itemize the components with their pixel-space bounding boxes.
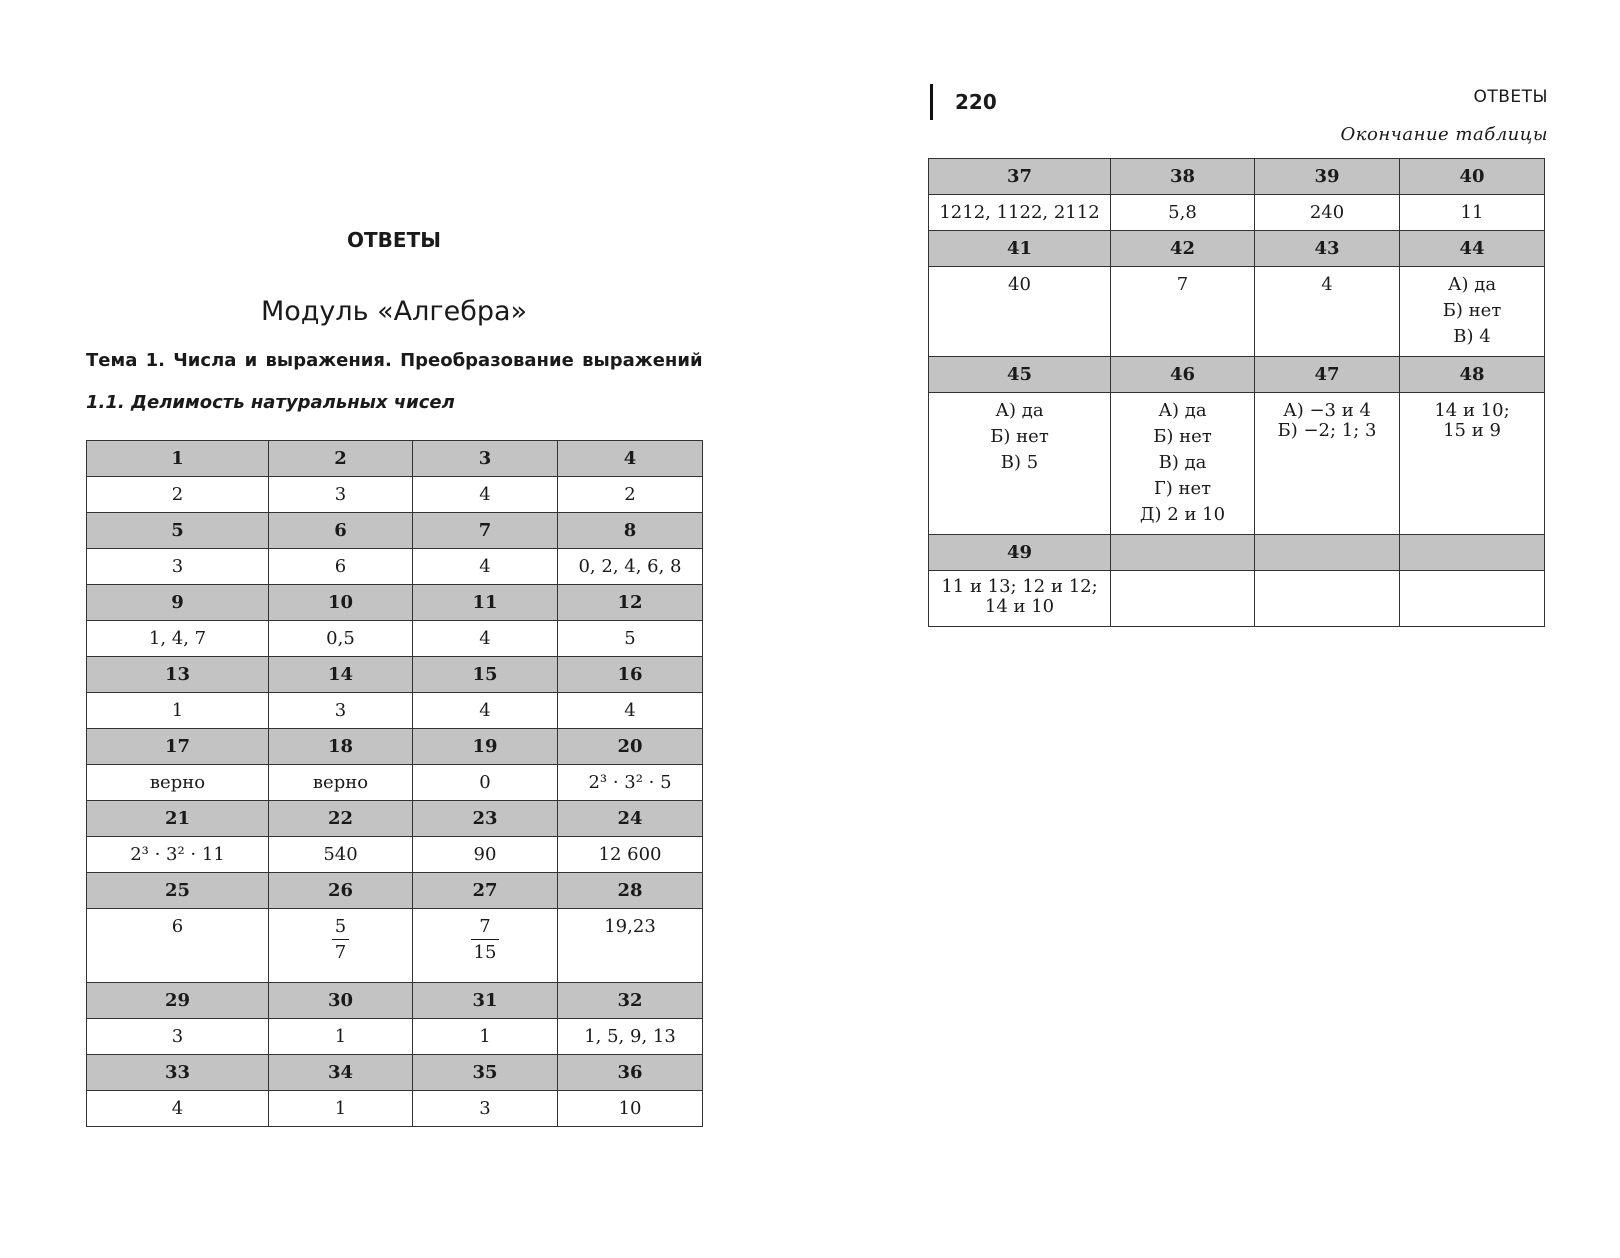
answer-line: 2³ · 3² · 11 [130, 844, 225, 865]
answer-line: А) да [1447, 274, 1497, 295]
answer-row [87, 837, 703, 873]
answer-line: 4 [624, 700, 636, 721]
answer-cell [413, 837, 558, 873]
question-number-row [87, 873, 703, 909]
question-number-cell: 7 [413, 513, 558, 549]
question-number-cell: 35 [413, 1055, 558, 1091]
question-number-cell: 29 [87, 983, 269, 1019]
answer-cell [1111, 267, 1255, 357]
answer-line: 1, 4, 7 [148, 628, 207, 649]
answer-line: 2 [171, 484, 184, 505]
answer-cell [87, 765, 269, 801]
answer-line: В) да [1158, 452, 1207, 473]
subtopic-title: 1.1. Делимость натуральных чисел [86, 392, 455, 413]
question-number-cell: 48 [1400, 357, 1545, 393]
question-number-cell: 17 [87, 729, 269, 765]
answer-line: 15 и 9 [1443, 420, 1501, 441]
question-number-cell: 25 [87, 873, 269, 909]
answer-cell [558, 837, 703, 873]
answer-cell [1255, 267, 1400, 357]
question-number-cell: 30 [269, 983, 413, 1019]
answer-cell [1400, 393, 1545, 535]
question-number-cell: 46 [1111, 357, 1255, 393]
answer-cell [558, 909, 703, 983]
answer-cell [413, 1091, 558, 1127]
answer-line: В) 4 [1453, 326, 1491, 347]
answer-line: 90 [473, 844, 497, 865]
question-number-cell: 26 [269, 873, 413, 909]
fraction-denominator: 15 [473, 942, 497, 963]
answer-cell [87, 621, 269, 657]
question-number-cell [1255, 535, 1400, 571]
answer-cell [87, 837, 269, 873]
answer-cell [269, 693, 413, 729]
answer-cell [1111, 195, 1255, 231]
question-number-row [929, 357, 1545, 393]
question-number-row [87, 585, 703, 621]
answer-line: 7 [1176, 274, 1189, 295]
table-continuation-label: Окончание таблицы [1340, 124, 1548, 145]
question-number-cell: 39 [1255, 159, 1400, 195]
answer-cell [1111, 393, 1255, 535]
answer-row [87, 549, 703, 585]
answer-cell [413, 477, 558, 513]
question-number-cell: 20 [558, 729, 703, 765]
question-number-cell: 2 [269, 441, 413, 477]
answer-cell [269, 765, 413, 801]
answer-line: Г) нет [1153, 478, 1212, 499]
answer-cell [1255, 393, 1400, 535]
answer-row [87, 1019, 703, 1055]
answer-cell [558, 765, 703, 801]
answer-cell [558, 1091, 703, 1127]
fraction-numerator: 7 [471, 917, 500, 940]
answer-line: А) −3 и 4 [1283, 400, 1371, 421]
answer-cell [269, 909, 413, 983]
fraction [471, 917, 500, 963]
question-number-cell: 12 [558, 585, 703, 621]
topic-title: Тема 1. Числа и выражения. Преобразование выражений [86, 350, 703, 371]
question-number-cell: 36 [558, 1055, 703, 1091]
answer-line: 1, 5, 9, 13 [584, 1026, 676, 1047]
answer-cell [1400, 571, 1545, 627]
answer-cell [87, 477, 269, 513]
question-number-cell [1400, 535, 1545, 571]
answer-line: А) да [1158, 400, 1207, 421]
answer-row [87, 765, 703, 801]
question-number-cell: 14 [269, 657, 413, 693]
answer-line: 6 [334, 556, 347, 577]
answer-cell [1111, 571, 1255, 627]
answer-line: 4 [1321, 274, 1333, 295]
answer-line: 11 [1460, 202, 1484, 223]
answer-line: А) да [995, 400, 1044, 421]
answer-cell [87, 1091, 269, 1127]
answer-cell [558, 621, 703, 657]
question-number-row [87, 801, 703, 837]
answer-cell [87, 909, 269, 983]
answer-cell [1255, 195, 1400, 231]
answer-cell [87, 1019, 269, 1055]
question-number-row [87, 441, 703, 477]
question-number-row [929, 159, 1545, 195]
answer-line: 14 и 10 [984, 596, 1055, 617]
answer-line: 6 [171, 916, 184, 937]
answer-row [929, 571, 1545, 627]
answer-row [929, 267, 1545, 357]
answer-line: Д) 2 и 10 [1139, 504, 1226, 525]
question-number-cell: 4 [558, 441, 703, 477]
answer-row [87, 909, 703, 983]
answer-line: 3 [334, 484, 347, 505]
page-number: 220 [930, 84, 997, 120]
answer-line: Б) −2; 1; 3 [1277, 420, 1377, 441]
running-head: ОТВЕТЫ [1473, 87, 1548, 107]
answer-line: 4 [479, 700, 491, 721]
question-number-cell: 31 [413, 983, 558, 1019]
question-number-cell: 32 [558, 983, 703, 1019]
answer-line: 4 [479, 484, 491, 505]
answer-cell [1400, 195, 1545, 231]
question-number-cell: 18 [269, 729, 413, 765]
question-number-cell: 5 [87, 513, 269, 549]
section-title: ОТВЕТЫ [347, 228, 441, 252]
answer-cell [269, 477, 413, 513]
question-number-row [87, 729, 703, 765]
answer-line: 40 [1008, 274, 1031, 295]
answer-row [929, 195, 1545, 231]
question-number-cell: 33 [87, 1055, 269, 1091]
question-number-cell: 47 [1255, 357, 1400, 393]
question-number-cell: 27 [413, 873, 558, 909]
question-number-row [929, 231, 1545, 267]
module-title: Модуль «Алгебра» [260, 296, 528, 327]
answer-cell [87, 549, 269, 585]
answer-line: 4 [479, 628, 491, 649]
answer-line: 5 [624, 628, 636, 649]
question-number-cell: 24 [558, 801, 703, 837]
answer-line: 1 [334, 1026, 347, 1047]
answer-line: 1 [334, 1098, 347, 1119]
answer-cell [558, 1019, 703, 1055]
answer-cell [558, 549, 703, 585]
answer-line: 19,23 [604, 916, 656, 937]
answer-cell [413, 1019, 558, 1055]
answer-line: 1212, 1122, 2112 [939, 202, 1100, 223]
answer-cell [413, 549, 558, 585]
answers-table-right [928, 158, 1545, 627]
question-number-cell: 6 [269, 513, 413, 549]
answer-cell [1255, 571, 1400, 627]
question-number-cell: 37 [929, 159, 1111, 195]
answer-cell [269, 621, 413, 657]
question-number-cell: 40 [1400, 159, 1545, 195]
answer-cell [929, 267, 1111, 357]
answer-line: 3 [479, 1098, 491, 1119]
question-number-cell: 13 [87, 657, 269, 693]
question-number-cell: 21 [87, 801, 269, 837]
answer-line: 0, 2, 4, 6, 8 [578, 556, 682, 577]
question-number-cell: 19 [413, 729, 558, 765]
answer-row [87, 621, 703, 657]
answer-line: 5,8 [1168, 202, 1197, 223]
answer-line: 0,5 [326, 628, 355, 649]
question-number-row [87, 513, 703, 549]
answer-cell [413, 765, 558, 801]
answer-line: 11 и 13; 12 и 12; [941, 576, 1098, 597]
answer-line: 240 [1309, 202, 1345, 223]
question-number-cell: 11 [413, 585, 558, 621]
question-number-cell: 1 [87, 441, 269, 477]
answer-line: 3 [334, 700, 347, 721]
answer-line: 12 600 [598, 844, 662, 865]
answer-cell [413, 621, 558, 657]
question-number-cell: 8 [558, 513, 703, 549]
answer-cell [929, 393, 1111, 535]
answers-table-left [86, 440, 703, 1127]
answer-line: 4 [479, 556, 491, 577]
answer-line: верно [149, 772, 206, 793]
answer-line: 3 [171, 1026, 184, 1047]
answer-line: 1 [171, 700, 184, 721]
question-number-cell: 45 [929, 357, 1111, 393]
question-number-cell: 10 [269, 585, 413, 621]
answer-cell [558, 693, 703, 729]
answer-cell [269, 549, 413, 585]
fraction-denominator: 7 [334, 942, 347, 963]
question-number-cell: 3 [413, 441, 558, 477]
answer-line: верно [312, 772, 369, 793]
question-number-cell: 44 [1400, 231, 1545, 267]
question-number-cell: 15 [413, 657, 558, 693]
question-number-cell: 16 [558, 657, 703, 693]
question-number-row [87, 1055, 703, 1091]
question-number-cell: 41 [929, 231, 1111, 267]
question-number-cell: 43 [1255, 231, 1400, 267]
answer-cell [929, 195, 1111, 231]
question-number-row [87, 657, 703, 693]
question-number-cell: 42 [1111, 231, 1255, 267]
answer-line: 14 и 10; [1434, 400, 1510, 421]
question-number-row [929, 535, 1545, 571]
answer-cell [269, 837, 413, 873]
question-number-cell [1111, 535, 1255, 571]
answer-cell [558, 477, 703, 513]
question-number-row [87, 983, 703, 1019]
question-number-cell: 49 [929, 535, 1111, 571]
answer-cell [269, 1091, 413, 1127]
answer-line: 10 [618, 1098, 642, 1119]
question-number-cell: 23 [413, 801, 558, 837]
answer-cell [413, 693, 558, 729]
answer-cell [87, 693, 269, 729]
answer-line: 2 [624, 484, 636, 505]
answer-line: 1 [479, 1026, 491, 1047]
answer-line: Б) нет [1442, 300, 1502, 321]
answer-cell [413, 909, 558, 983]
answer-cell [269, 1019, 413, 1055]
answer-line: 540 [323, 844, 358, 865]
answer-line: 2³ · 3² · 5 [588, 772, 672, 793]
answer-line: В) 5 [1000, 452, 1039, 473]
question-number-cell: 38 [1111, 159, 1255, 195]
question-number-cell: 9 [87, 585, 269, 621]
answer-line: Б) нет [990, 426, 1049, 447]
answer-row [929, 393, 1545, 535]
answer-cell [1400, 267, 1545, 357]
fraction-numerator: 5 [332, 917, 349, 940]
fraction [332, 917, 349, 963]
answer-row [87, 693, 703, 729]
answer-line: 0 [479, 772, 491, 793]
question-number-cell: 28 [558, 873, 703, 909]
answer-row [87, 1091, 703, 1127]
question-number-cell: 22 [269, 801, 413, 837]
answer-line: 4 [171, 1098, 184, 1119]
answer-line: 3 [171, 556, 184, 577]
question-number-cell: 34 [269, 1055, 413, 1091]
answer-cell [929, 571, 1111, 627]
answer-line: Б) нет [1153, 426, 1212, 447]
answer-row [87, 477, 703, 513]
